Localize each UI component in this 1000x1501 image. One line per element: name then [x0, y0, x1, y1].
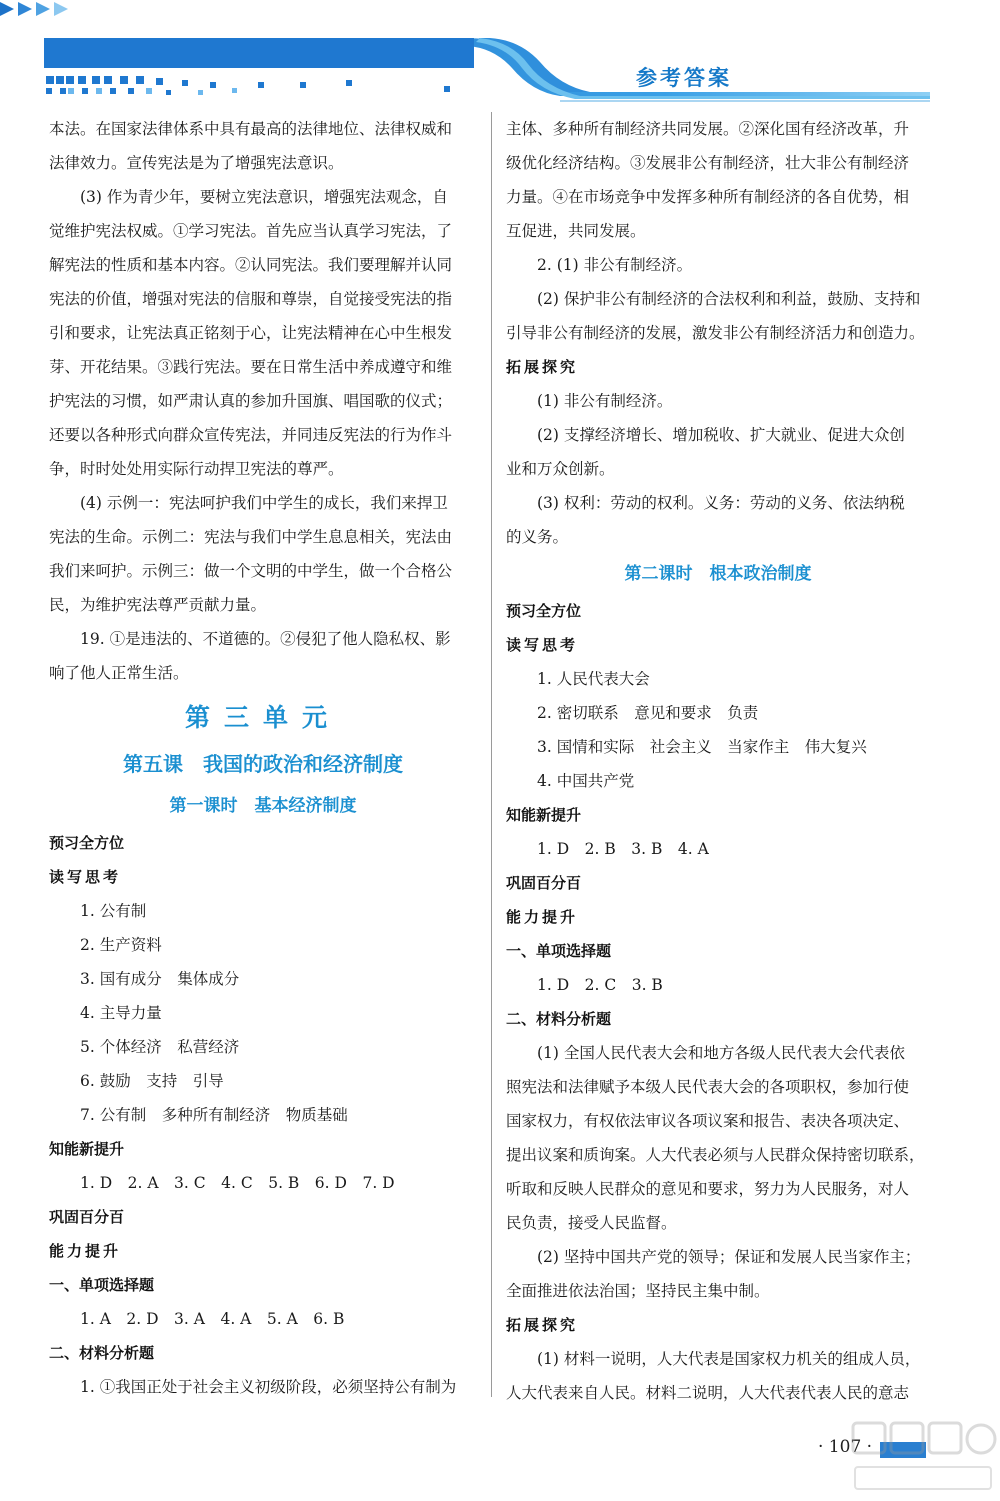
lesson-heading: 第五课 我国的政治和经济制度	[123, 752, 403, 776]
answer-line: 1. 公有制	[80, 902, 147, 920]
question-type-heading: 二、材料分析题	[506, 1010, 612, 1028]
answer-line: 4. 主导力量	[80, 1004, 162, 1022]
answer-line: 3. 国情和实际 社会主义 当家作主 伟大复兴	[537, 738, 867, 756]
text-line: 护宪法的习惯，如严肃认真的参加升国旗、唱国歌的仪式；	[49, 392, 453, 410]
text-line: (1) 全国人民代表大会和地方各级人民代表大会代表依	[537, 1044, 905, 1062]
text-line: 民，为维护宪法尊严贡献力量。	[49, 596, 267, 614]
text-line: 力量。④在市场竞争中发挥多种所有制经济的各自优势，相	[506, 188, 910, 206]
section-heading: 知能新提升	[506, 806, 582, 824]
text-line: 还要以各种形式向群众宣传宪法，并同违反宪法的行为作斗	[49, 426, 453, 444]
answer-line: 4. 中国共产党	[537, 772, 635, 790]
text-line: 响了他人正常生活。	[49, 664, 189, 682]
section-heading: 知能新提升	[49, 1140, 125, 1158]
text-line: (3) 权利：劳动的权利。义务：劳动的义务、依法纳税	[537, 494, 905, 512]
section-heading: 预习全方位	[506, 602, 582, 620]
subsection-heading: 拓展探究	[506, 358, 579, 376]
period-heading: 第二课时 根本政治制度	[624, 564, 812, 584]
text-line: 国家权力，有权依法审议各项议案和报告、表决各项决定、	[506, 1112, 910, 1130]
text-line: 民负责，接受人民监督。	[506, 1214, 677, 1232]
page-number: · 107 ·	[818, 1437, 873, 1457]
text-line: (4) 示例一：宪法呵护我们中学生的成长，我们来捍卫	[80, 494, 448, 512]
answer-line: 2. 生产资料	[80, 936, 162, 954]
subsection-heading: 拓展探究	[506, 1316, 579, 1334]
text-line: 主体、多种所有制经济共同发展。②深化国有经济改革，升	[506, 120, 910, 138]
answer-line: 1. D 2. B 3. B 4. A	[537, 840, 709, 858]
subsection-heading: 读写思考	[49, 868, 122, 886]
header-arrows-icon	[0, 0, 76, 18]
text-line: 19. ①是违法的、不道德的。②侵犯了他人隐私权、影	[80, 630, 451, 648]
period-heading: 第一课时 基本经济制度	[169, 796, 357, 816]
answer-line: 1. A 2. D 3. A 4. A 5. A 6. B	[80, 1310, 345, 1328]
text-line: 提出议案和质询案。人大代表必须与人民群众保持密切联系，	[506, 1146, 925, 1164]
text-line: 宪法的生命。示例二：宪法与我们中学生息息相关，宪法由	[49, 528, 453, 546]
header-banner-graphic	[0, 0, 1000, 112]
text-line: (3) 作为青少年，要树立宪法意识，增强宪法观念，自	[80, 188, 448, 206]
text-line: 本法。在国家法律体系中具有最高的法律地位、法律权威和	[49, 120, 453, 138]
text-line: 互促进，共同发展。	[506, 222, 646, 240]
answer-line: 1. D 2. C 3. B	[537, 976, 663, 994]
text-line: 我们来呵护。示例三：做一个文明的中学生，做一个合格公	[49, 562, 453, 580]
answer-line: (1) 非公有制经济。	[537, 392, 673, 410]
section-heading: 巩固百分百	[49, 1208, 125, 1226]
text-line: 争，时时处处用实际行动捍卫宪法的尊严。	[49, 460, 344, 478]
section-heading: 巩固百分百	[506, 874, 582, 892]
column-divider	[491, 112, 492, 1397]
text-line: 的义务。	[506, 528, 569, 546]
text-line: 人大代表来自人民。材料二说明，人大代表代表人民的意志	[506, 1384, 910, 1402]
answer-line: 3. 国有成分 集体成分	[80, 970, 240, 988]
text-line: (2) 支撑经济增长、增加税收、扩大就业、促进大众创	[537, 426, 905, 444]
header-title: 参考答案	[636, 66, 732, 90]
question-type-heading: 二、材料分析题	[49, 1344, 155, 1362]
text-line: 宪法的价值，增强对宪法的信服和尊崇，自觉接受宪法的指	[49, 290, 453, 308]
answer-line: 7. 公有制 多种所有制经济 物质基础	[80, 1106, 348, 1124]
text-line: 法律效力。宣传宪法是为了增强宪法意识。	[49, 154, 344, 172]
answer-line: 5. 个体经济 私营经济	[80, 1038, 240, 1056]
section-heading: 预习全方位	[49, 834, 125, 852]
text-line: (1) 材料一说明，人大代表是国家权力机关的组成人员，	[537, 1350, 921, 1368]
text-line: 引导非公有制经济的发展，激发非公有制经济活力和创造力。	[506, 324, 925, 342]
right-column	[506, 112, 930, 1410]
text-line: 解宪法的性质和基本内容。②认同宪法。我们要理解并认同	[49, 256, 453, 274]
text-line: 级优化经济结构。③发展非公有制经济，壮大非公有制经济	[506, 154, 910, 172]
page-header	[0, 0, 1000, 112]
text-line: (2) 保护非公有制经济的合法权利和利益，鼓励、支持和	[537, 290, 921, 308]
subsection-heading: 读写思考	[506, 636, 579, 654]
text-line: 芽、开花结果。③践行宪法。要在日常生活中养成遵守和维	[49, 358, 453, 376]
answer-line: 1. ①我国正处于社会主义初级阶段，必须坚持公有制为	[80, 1378, 457, 1396]
text-line: 全面推进依法治国；坚持民主集中制。	[506, 1282, 770, 1300]
subsection-heading: 能力提升	[49, 1242, 122, 1260]
answer-line: 1. D 2. A 3. C 4. C 5. B 6. D 7. D	[80, 1174, 395, 1192]
text-line: 照宪法和法律赋予本级人民代表大会的各项职权，参加行使	[506, 1078, 910, 1096]
text-line: 听取和反映人民群众的意见和要求，努力为人民服务，对人	[506, 1180, 910, 1198]
question-type-heading: 一、单项选择题	[506, 942, 612, 960]
question-type-heading: 一、单项选择题	[49, 1276, 155, 1294]
subsection-heading: 能力提升	[506, 908, 579, 926]
text-line: 引和要求，让宪法真正铭刻于心，让宪法精神在心中生根发	[49, 324, 453, 342]
answer-line: 2. 密切联系 意见和要求 负责	[537, 704, 759, 722]
answer-line: 6. 鼓励 支持 引导	[80, 1072, 224, 1090]
text-line: 觉维护宪法权威。①学习宪法。首先应当认真学习宪法，了	[49, 222, 453, 240]
answer-line: 1. 人民代表大会	[537, 670, 650, 688]
unit-heading: 第三单元	[184, 703, 341, 732]
text-line: 2. (1) 非公有制经济。	[537, 256, 693, 274]
text-line: (2) 坚持中国共产党的领导；保证和发展人民当家作主；	[537, 1248, 921, 1266]
left-column	[49, 112, 477, 1404]
text-line: 业和万众创新。	[506, 460, 615, 478]
watermark-logo-icon	[845, 1415, 1000, 1501]
